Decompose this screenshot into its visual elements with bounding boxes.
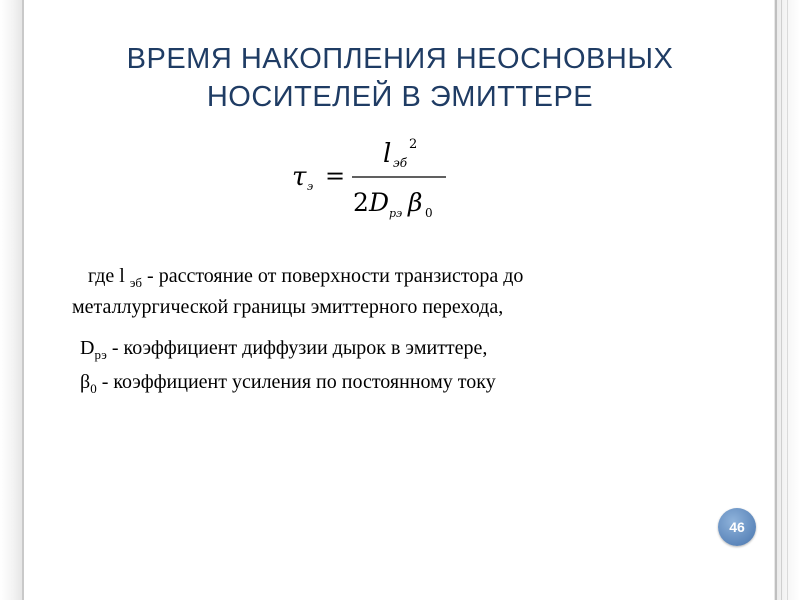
formula-tau: τ <box>292 162 307 192</box>
definition-line-1 <box>88 264 523 290</box>
title-line-2: НОСИТЕЛЕЙ В ЭМИТТЕРЕ <box>206 81 594 113</box>
formula-numerator-subscript: эб <box>393 156 408 170</box>
formula-denominator-beta: β <box>408 188 423 217</box>
definition-3-subscript: рэ <box>94 347 107 362</box>
title-line-1: ВРЕМЯ НАКОПЛЕНИЯ НЕОСНОВНЫХ <box>126 43 674 75</box>
definition-4-text: - коэффициент усиления по постоянному току <box>96 371 496 393</box>
definition-1-subscript: эб <box>129 275 143 290</box>
formula-equals: = <box>325 162 346 190</box>
definition-3-text: - коэффициент диффузии дырок в эмиттере, <box>106 337 488 359</box>
formula-denominator-coeff: 2 <box>353 188 369 217</box>
formula-denominator-beta-subscript: 0 <box>425 206 433 220</box>
definition-line-2: металлургической границы эмиттерного перехода, <box>72 296 504 318</box>
formula-tau-subscript: э <box>307 180 314 193</box>
page-number-badge: 46 <box>718 508 756 546</box>
formula-denominator-D: D <box>369 188 390 217</box>
definition-line-3 <box>80 336 487 362</box>
definition-line-4 <box>80 370 496 396</box>
formula-numerator-superscript: 2 <box>409 137 418 152</box>
definition-3-prefix: D <box>80 337 95 359</box>
definition-1-text: - расстояние от поверхности транзистора до <box>142 265 524 287</box>
formula-numerator-l: l <box>383 139 392 169</box>
formula-denominator-D-subscript: рэ <box>389 207 403 220</box>
definition-4-prefix: β <box>80 371 91 393</box>
definition-4-subscript: 0 <box>90 381 97 396</box>
definition-1-prefix: где l <box>88 265 125 287</box>
